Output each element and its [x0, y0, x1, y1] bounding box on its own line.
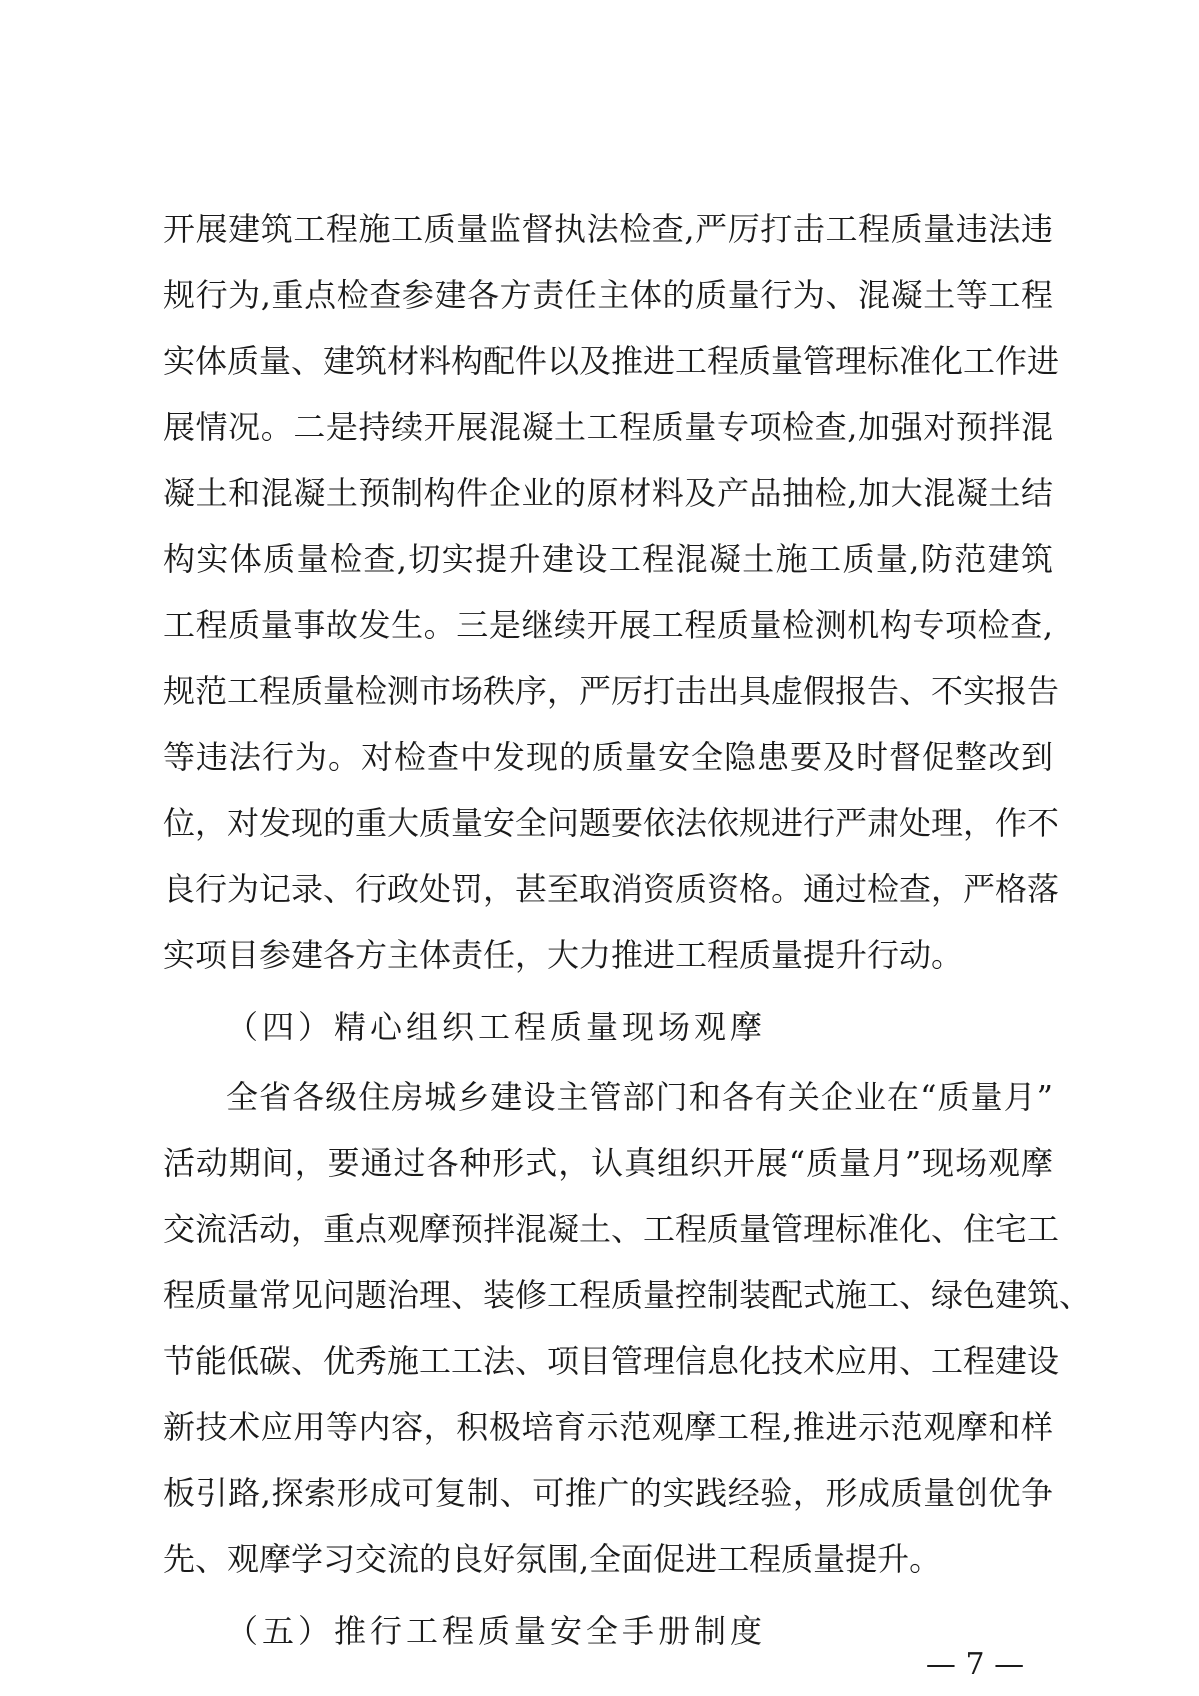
- text-line: 规行为,重点检查参建各方责任主体的质量行为、混凝土等工程: [163, 276, 1053, 314]
- text-line: 等违法行为。对检查中发现的质量安全隐患要及时督促整改到: [163, 738, 1053, 776]
- text-line: 位，对发现的重大质量安全问题要依法依规进行严肃处理，作不: [163, 804, 1060, 842]
- text-line: 节能低碳、优秀施工工法、项目管理信息化技术应用、工程建设: [163, 1342, 1060, 1380]
- text-line: 实项目参建各方主体责任，大力推进工程质量提升行动。: [163, 936, 964, 974]
- text-line: 工程质量事故发生。三是继续开展工程质量检测机构专项检查,: [163, 606, 1053, 644]
- text-line: 程质量常见问题治理、装修工程质量控制装配式施工、绿色建筑、: [163, 1276, 1092, 1314]
- text-line: 板引路,探索形成可复制、可推广的实践经验，形成质量创优争: [163, 1474, 1053, 1512]
- text-line: 新技术应用等内容，积极培育示范观摩工程,推进示范观摩和样: [163, 1408, 1053, 1446]
- section-heading-4: （四）精心组织工程质量现场观摩: [226, 1008, 767, 1046]
- text-line: 实体质量、建筑材料构配件以及推进工程质量管理标准化工作进: [163, 342, 1060, 380]
- text-line: 凝土和混凝土预制构件企业的原材料及产品抽检,加大混凝土结: [163, 474, 1053, 512]
- text-line: 活动期间，要通过各种形式，认真组织开展“质量月”现场观摩: [163, 1144, 1053, 1182]
- text-line: 交流活动，重点观摩预拌混凝土、工程质量管理标准化、住宅工: [163, 1210, 1060, 1248]
- text-line: 构实体质量检查,切实提升建设工程混凝土施工质量,防范建筑: [163, 540, 1053, 578]
- text-line: 规范工程质量检测市场秩序，严厉打击出具虚假报告、不实报告: [163, 672, 1060, 710]
- text-line: 全省各级住房城乡建设主管部门和各有关企业在“质量月”: [226, 1078, 1053, 1116]
- section-heading-5: （五）推行工程质量安全手册制度: [226, 1612, 767, 1650]
- text-line: 开展建筑工程施工质量监督执法检查,严厉打击工程质量违法违: [163, 210, 1053, 248]
- text-line: 展情况。二是持续开展混凝土工程质量专项检查,加强对预拌混: [163, 408, 1053, 446]
- text-line: 良行为记录、行政处罚，甚至取消资质资格。通过检查，严格落: [163, 870, 1060, 908]
- page-number: — 7 —: [925, 1647, 1025, 1682]
- text-line: 先、观摩学习交流的良好氛围,全面促进工程质量提升。: [163, 1540, 942, 1578]
